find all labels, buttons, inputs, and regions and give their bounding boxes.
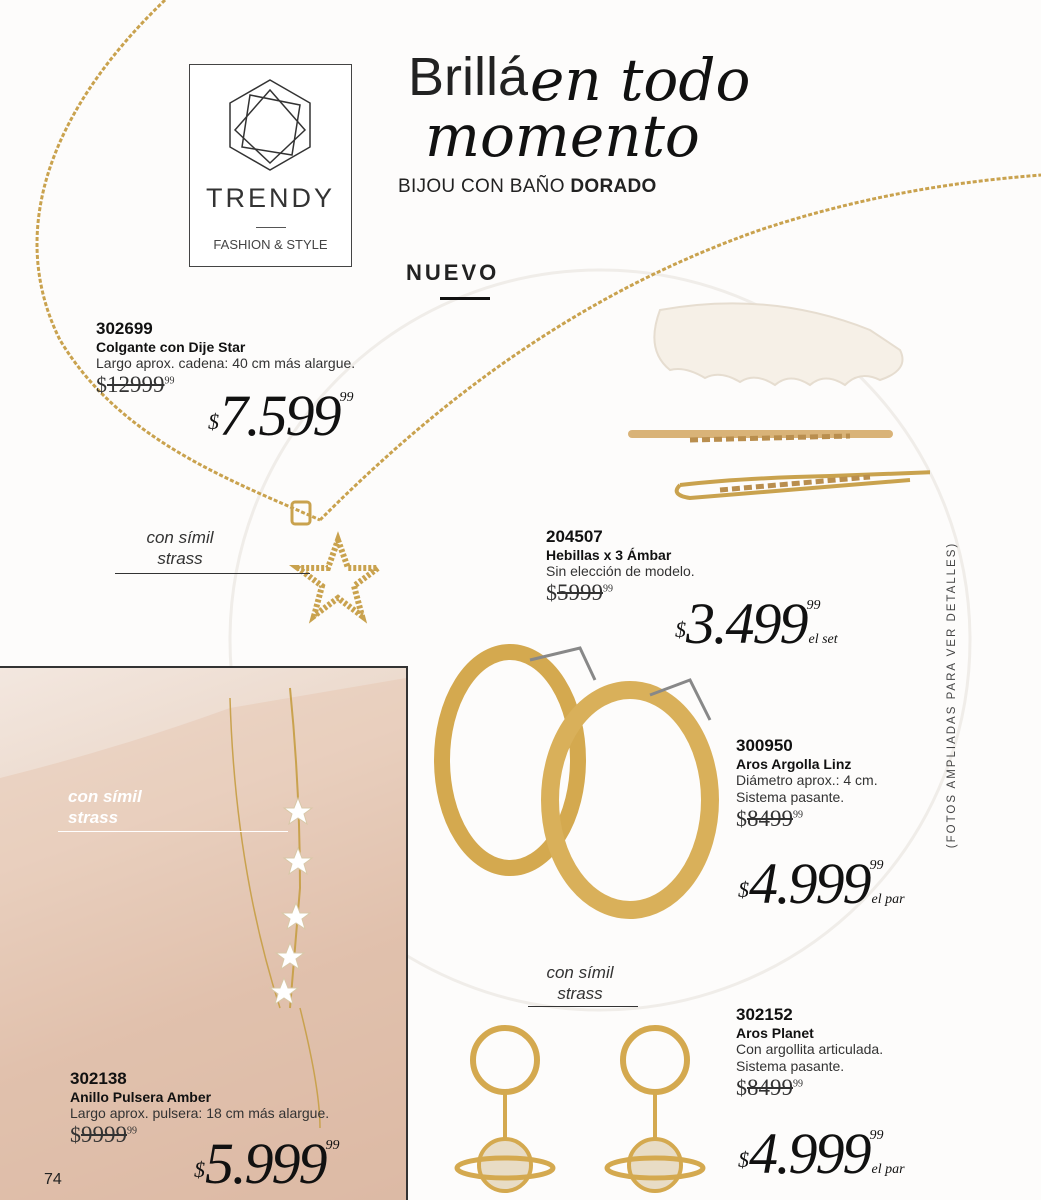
note-line-1: con símil: [546, 963, 614, 982]
price-cents: 99: [806, 598, 821, 613]
old-price-cents: 99: [793, 809, 803, 821]
product-description-1: Diámetro aprox.: 4 cm.: [736, 772, 878, 788]
product-description-1: Con argollita articulada.: [736, 1041, 884, 1057]
price-unit: el par: [871, 1162, 905, 1177]
price-pulsera: [194, 1130, 340, 1197]
product-planet: [736, 1005, 936, 1101]
old-currency: $: [70, 1122, 81, 1147]
old-price-value: 8499: [747, 806, 793, 831]
currency-symbol: $: [194, 1157, 205, 1182]
old-currency: $: [96, 372, 107, 397]
product-argolla: [736, 736, 936, 832]
currency-symbol: $: [738, 1147, 749, 1172]
star-pendant-icon: [298, 540, 378, 616]
brand-tagline: FASHION & STYLE: [213, 237, 328, 252]
hexagon-logo-icon: [220, 75, 320, 175]
subheadline: [398, 176, 657, 198]
currency-symbol: $: [208, 409, 219, 434]
old-currency: $: [736, 1075, 747, 1100]
product-name: Hebillas x 3 Ámbar: [546, 547, 672, 563]
note-pointer-line: [115, 573, 310, 574]
brand-name: TRENDY: [205, 183, 335, 213]
price-hebillas: [675, 590, 838, 657]
old-price-value: 12999: [107, 372, 165, 397]
old-currency: $: [736, 806, 747, 831]
hoop-earrings-illustration: [420, 640, 750, 920]
product-name: Aros Argolla Linz: [736, 756, 852, 772]
note-line-1: con símil: [68, 787, 142, 806]
divider: [256, 227, 286, 228]
old-price: [736, 806, 936, 832]
headline-script-1: en todo: [530, 46, 751, 114]
note-line-2: strass: [68, 808, 119, 827]
hair-clips-illustration: [620, 290, 930, 520]
strass-note-pulsera: [68, 786, 142, 828]
old-price-cents: 99: [127, 1125, 137, 1137]
product-code: 302699: [96, 319, 153, 338]
strass-note-colgante: [120, 527, 240, 569]
product-code: 300950: [736, 736, 793, 755]
old-price-value: 9999: [81, 1122, 127, 1147]
currency-symbol: $: [738, 877, 749, 902]
old-price-value: 5999: [557, 580, 603, 605]
old-price-value: 8499: [747, 1075, 793, 1100]
new-badge: NUEVO: [406, 260, 500, 285]
product-code: 302152: [736, 1005, 793, 1024]
note-pointer-line: [58, 831, 288, 832]
product-description: Largo aprox. pulsera: 18 cm más alargue.: [70, 1105, 330, 1121]
price-planet: [738, 1120, 905, 1187]
price-value: 5.999: [205, 1131, 326, 1196]
price-cents: 99: [869, 858, 884, 873]
brand-logo: [189, 64, 352, 267]
headline-plain: Brillá: [408, 47, 529, 107]
price-value: 7.599: [219, 383, 340, 448]
product-code: 302138: [70, 1069, 127, 1088]
note-line-1: con símil: [146, 528, 214, 547]
currency-symbol: $: [675, 617, 686, 642]
product-name: Aros Planet: [736, 1025, 814, 1041]
note-line-2: strass: [157, 549, 203, 568]
new-badge-underline: [440, 297, 490, 300]
headline-script-2: momento: [425, 102, 700, 170]
product-code: 204507: [546, 527, 603, 546]
product-name: Anillo Pulsera Amber: [70, 1089, 212, 1105]
price-value: 4.999: [749, 1121, 870, 1186]
price-colgante: [208, 382, 354, 449]
price-unit: el par: [871, 892, 905, 907]
old-price-cents: 99: [164, 375, 175, 387]
price-cents: 99: [869, 1128, 884, 1143]
side-note: [942, 530, 962, 860]
old-currency: $: [546, 580, 557, 605]
price-argolla: [738, 850, 905, 917]
product-name: Colgante con Dije Star: [96, 339, 246, 355]
product-description: Sin elección de modelo.: [546, 563, 695, 579]
product-description: Largo aprox. cadena: 40 cm más alargue.: [96, 355, 356, 371]
product-description-2: Sistema pasante.: [736, 1058, 845, 1074]
strass-note-planet: [520, 962, 640, 1004]
price-cents: 99: [339, 390, 354, 405]
subheadline-prefix: BIJOU CON BAÑO: [398, 176, 565, 197]
page-number: 74: [44, 1171, 62, 1188]
planet-earrings-illustration: [445, 1010, 715, 1200]
price-value: 3.499: [686, 591, 807, 656]
price-cents: 99: [325, 1138, 340, 1153]
subheadline-bold: DORADO: [570, 176, 657, 197]
product-description-2: Sistema pasante.: [736, 789, 845, 805]
old-price-cents: 99: [603, 583, 613, 595]
side-note-text: (FOTOS AMPLIADAS PARA VER DETALLES): [946, 541, 958, 849]
price-unit: el set: [808, 632, 838, 647]
price-value: 4.999: [749, 851, 870, 916]
note-pointer-line: [528, 1006, 638, 1007]
old-price: [736, 1075, 936, 1101]
old-price-cents: 99: [793, 1078, 803, 1090]
note-line-2: strass: [557, 984, 603, 1003]
